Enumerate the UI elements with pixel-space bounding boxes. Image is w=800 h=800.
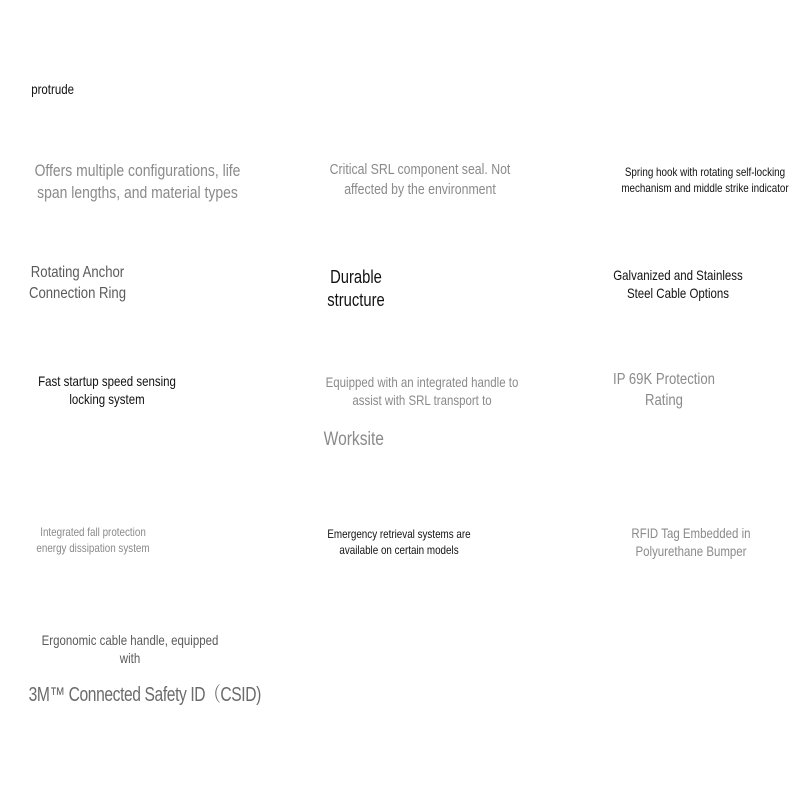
feature-retrieval bbox=[318, 527, 480, 558]
feature-line: Steel Cable Options bbox=[626, 285, 730, 302]
feature-line: Rating bbox=[645, 391, 683, 409]
feature-line: structure bbox=[327, 290, 385, 311]
feature-line: Fast startup speed sensing bbox=[38, 373, 176, 389]
feature-line: mechanism and middle strike indicator bbox=[621, 180, 789, 195]
feature-text: protrude bbox=[31, 81, 74, 97]
feature-line: with bbox=[119, 650, 141, 667]
feature-line: energy dissipation system bbox=[36, 540, 150, 555]
feature-line: assist with SRL transport to bbox=[352, 392, 492, 409]
feature-line: Rotating Anchor bbox=[30, 264, 125, 281]
feature-line: Polyurethane Bumper bbox=[635, 543, 747, 560]
feature-line: locking system bbox=[69, 391, 145, 408]
feature-line: Integrated fall protection bbox=[40, 525, 146, 539]
feature-fall-protection bbox=[27, 525, 160, 556]
feature-anchor-ring bbox=[22, 263, 133, 305]
feature-seal bbox=[313, 160, 526, 199]
feature-line: Ergonomic cable handle, equipped bbox=[41, 632, 219, 648]
feature-handle-transport bbox=[315, 373, 528, 409]
feature-protrude bbox=[28, 80, 77, 98]
feature-line: Offers multiple configurations, life bbox=[34, 161, 241, 180]
feature-ergonomic bbox=[28, 631, 233, 667]
feature-csid bbox=[28, 682, 261, 708]
feature-line: Equipped with an integrated handle to bbox=[325, 374, 519, 390]
feature-line: Galvanized and Stainless bbox=[613, 267, 743, 283]
feature-durable bbox=[315, 266, 397, 313]
feature-locking-system bbox=[33, 372, 181, 408]
feature-line: affected by the environment bbox=[344, 180, 496, 198]
feature-line: Connection Ring bbox=[28, 284, 126, 302]
feature-worksite bbox=[321, 428, 387, 453]
feature-line: available on certain models bbox=[339, 542, 459, 557]
feature-spring-hook bbox=[607, 165, 800, 196]
feature-line: RFID Tag Embedded in bbox=[631, 525, 751, 541]
feature-line: Critical SRL component seal. Not bbox=[329, 161, 511, 178]
feature-rfid bbox=[625, 524, 758, 560]
feature-line: Durable bbox=[330, 267, 382, 287]
feature-line: Emergency retrieval systems are bbox=[327, 527, 471, 541]
feature-line: IP 69K Protection bbox=[613, 371, 715, 388]
feature-configurations bbox=[17, 160, 259, 204]
feature-text: 3M™ Connected Safety ID（CSID) bbox=[28, 684, 261, 706]
feature-line: span lengths, and material types bbox=[37, 183, 238, 203]
feature-line: Spring hook with rotating self-locking bbox=[624, 165, 786, 179]
feature-text: Worksite bbox=[323, 429, 384, 450]
feature-cable-options bbox=[612, 266, 743, 302]
feature-ip-rating bbox=[607, 370, 722, 412]
